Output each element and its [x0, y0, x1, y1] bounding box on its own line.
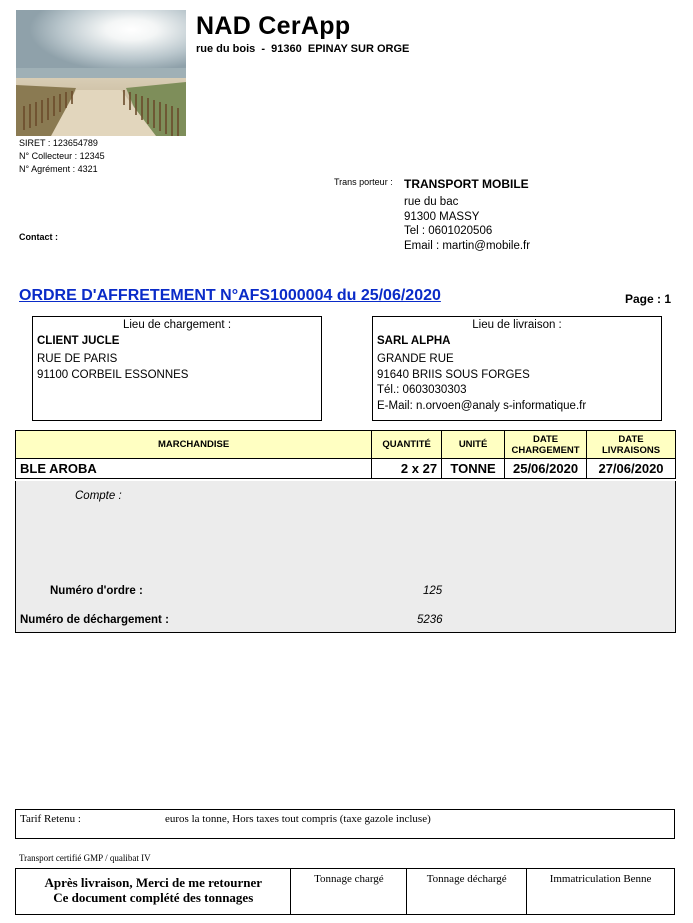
unload-number-label: Numéro de déchargement :: [20, 614, 169, 626]
delivery-street: GRANDE RUE: [377, 353, 454, 365]
loading-heading: Lieu de chargement :: [122, 319, 232, 331]
cell-load-date: 25/06/2020: [505, 459, 587, 479]
tonnage-charge-cell[interactable]: Tonnage chargé: [291, 869, 407, 915]
delivery-name: SARL ALPHA: [377, 335, 451, 347]
delivery-tel: Tél.: 0603030303: [377, 384, 467, 396]
cell-delivery-date: 27/06/2020: [587, 459, 676, 479]
cell-unit: TONNE: [442, 459, 505, 479]
tarif-text: euros la tonne, Hors taxes tout compris (taxe gazole incluse): [165, 813, 431, 825]
goods-details-panel: [15, 481, 676, 633]
header-quantity: QUANTITÉ: [372, 431, 442, 459]
transporter-address: [404, 195, 530, 253]
loading-city: 91100 CORBEIL ESSONNES: [37, 368, 189, 381]
header-delivery-date-line1: DATE: [618, 433, 644, 445]
contact-label: Contact :: [19, 232, 58, 242]
agrement-number: N° Agrément : 4321: [19, 164, 98, 174]
transporter-city: 91300 MASSY: [404, 210, 480, 223]
goods-header-row: [16, 431, 676, 459]
header-load-date-line2: CHARGEMENT: [511, 444, 580, 456]
delivery-heading: Lieu de livraison :: [472, 319, 562, 331]
return-instructions: [16, 869, 291, 915]
goods-table: [15, 430, 676, 479]
company-address: rue du bois - 91360 EPINAY SUR ORGE: [196, 43, 410, 55]
return-line-2: Ce document complété des tonnages: [53, 890, 254, 905]
header-delivery-date-line2: LIVRAISONS: [601, 444, 661, 456]
certification-text: Transport certifié GMP / qualibat IV: [19, 853, 151, 863]
loading-street: RUE DE PARIS: [37, 353, 118, 365]
order-number-value: 125: [423, 585, 443, 597]
header-load-date: [505, 431, 587, 459]
order-title[interactable]: ORDRE D'AFFRETEMENT N°AFS1000004 du 25/06/2020: [19, 287, 441, 304]
cell-quantity: 2 x 27: [372, 459, 442, 479]
page-number: Page : 1: [625, 292, 672, 306]
tonnage-table: [15, 868, 675, 915]
transporter-tel: Tel : 0601020506: [404, 225, 493, 237]
collecteur-number: N° Collecteur : 12345: [19, 151, 105, 161]
transporter-label: Trans porteur :: [334, 177, 393, 187]
header-load-date-line1: DATE: [532, 433, 559, 445]
tarif-label: Tarif Retenu :: [20, 813, 81, 825]
company-identifiers: [19, 137, 105, 176]
tonnage-row: [16, 869, 675, 915]
company-logo: [16, 10, 186, 136]
beach-logo-image: [16, 10, 186, 136]
order-number-label: Numéro d'ordre :: [50, 585, 143, 597]
delivery-place-box: [372, 316, 662, 421]
table-row: [16, 459, 676, 479]
unload-number-value: 5236: [417, 614, 443, 626]
delivery-city: 91640 BRIIS SOUS FORGES: [377, 368, 530, 381]
transporter-email: Email : martin@mobile.fr: [404, 239, 531, 252]
immatriculation-cell[interactable]: Immatriculation Benne: [527, 869, 675, 915]
transporter-street: rue du bac: [404, 196, 459, 208]
cell-merchandise: BLE AROBA: [16, 459, 372, 479]
header-merchandise: MARCHANDISE: [16, 431, 372, 459]
loading-name: CLIENT JUCLE: [37, 335, 120, 347]
transporter-name: TRANSPORT MOBILE: [404, 177, 529, 191]
return-line-1: Après livraison, Merci de me retourner: [44, 875, 263, 890]
loading-place-box: [32, 316, 322, 421]
delivery-email: E-Mail: n.orvoen@analy s-informatique.fr: [377, 399, 587, 412]
siret-number: SIRET : 123654789: [19, 138, 98, 148]
compte-label: Compte :: [75, 490, 122, 502]
tonnage-decharge-cell[interactable]: Tonnage déchargé: [407, 869, 527, 915]
header-unit: UNITÉ: [442, 431, 505, 459]
company-name: NAD CerApp: [196, 12, 351, 40]
header-delivery-date: [587, 431, 676, 459]
